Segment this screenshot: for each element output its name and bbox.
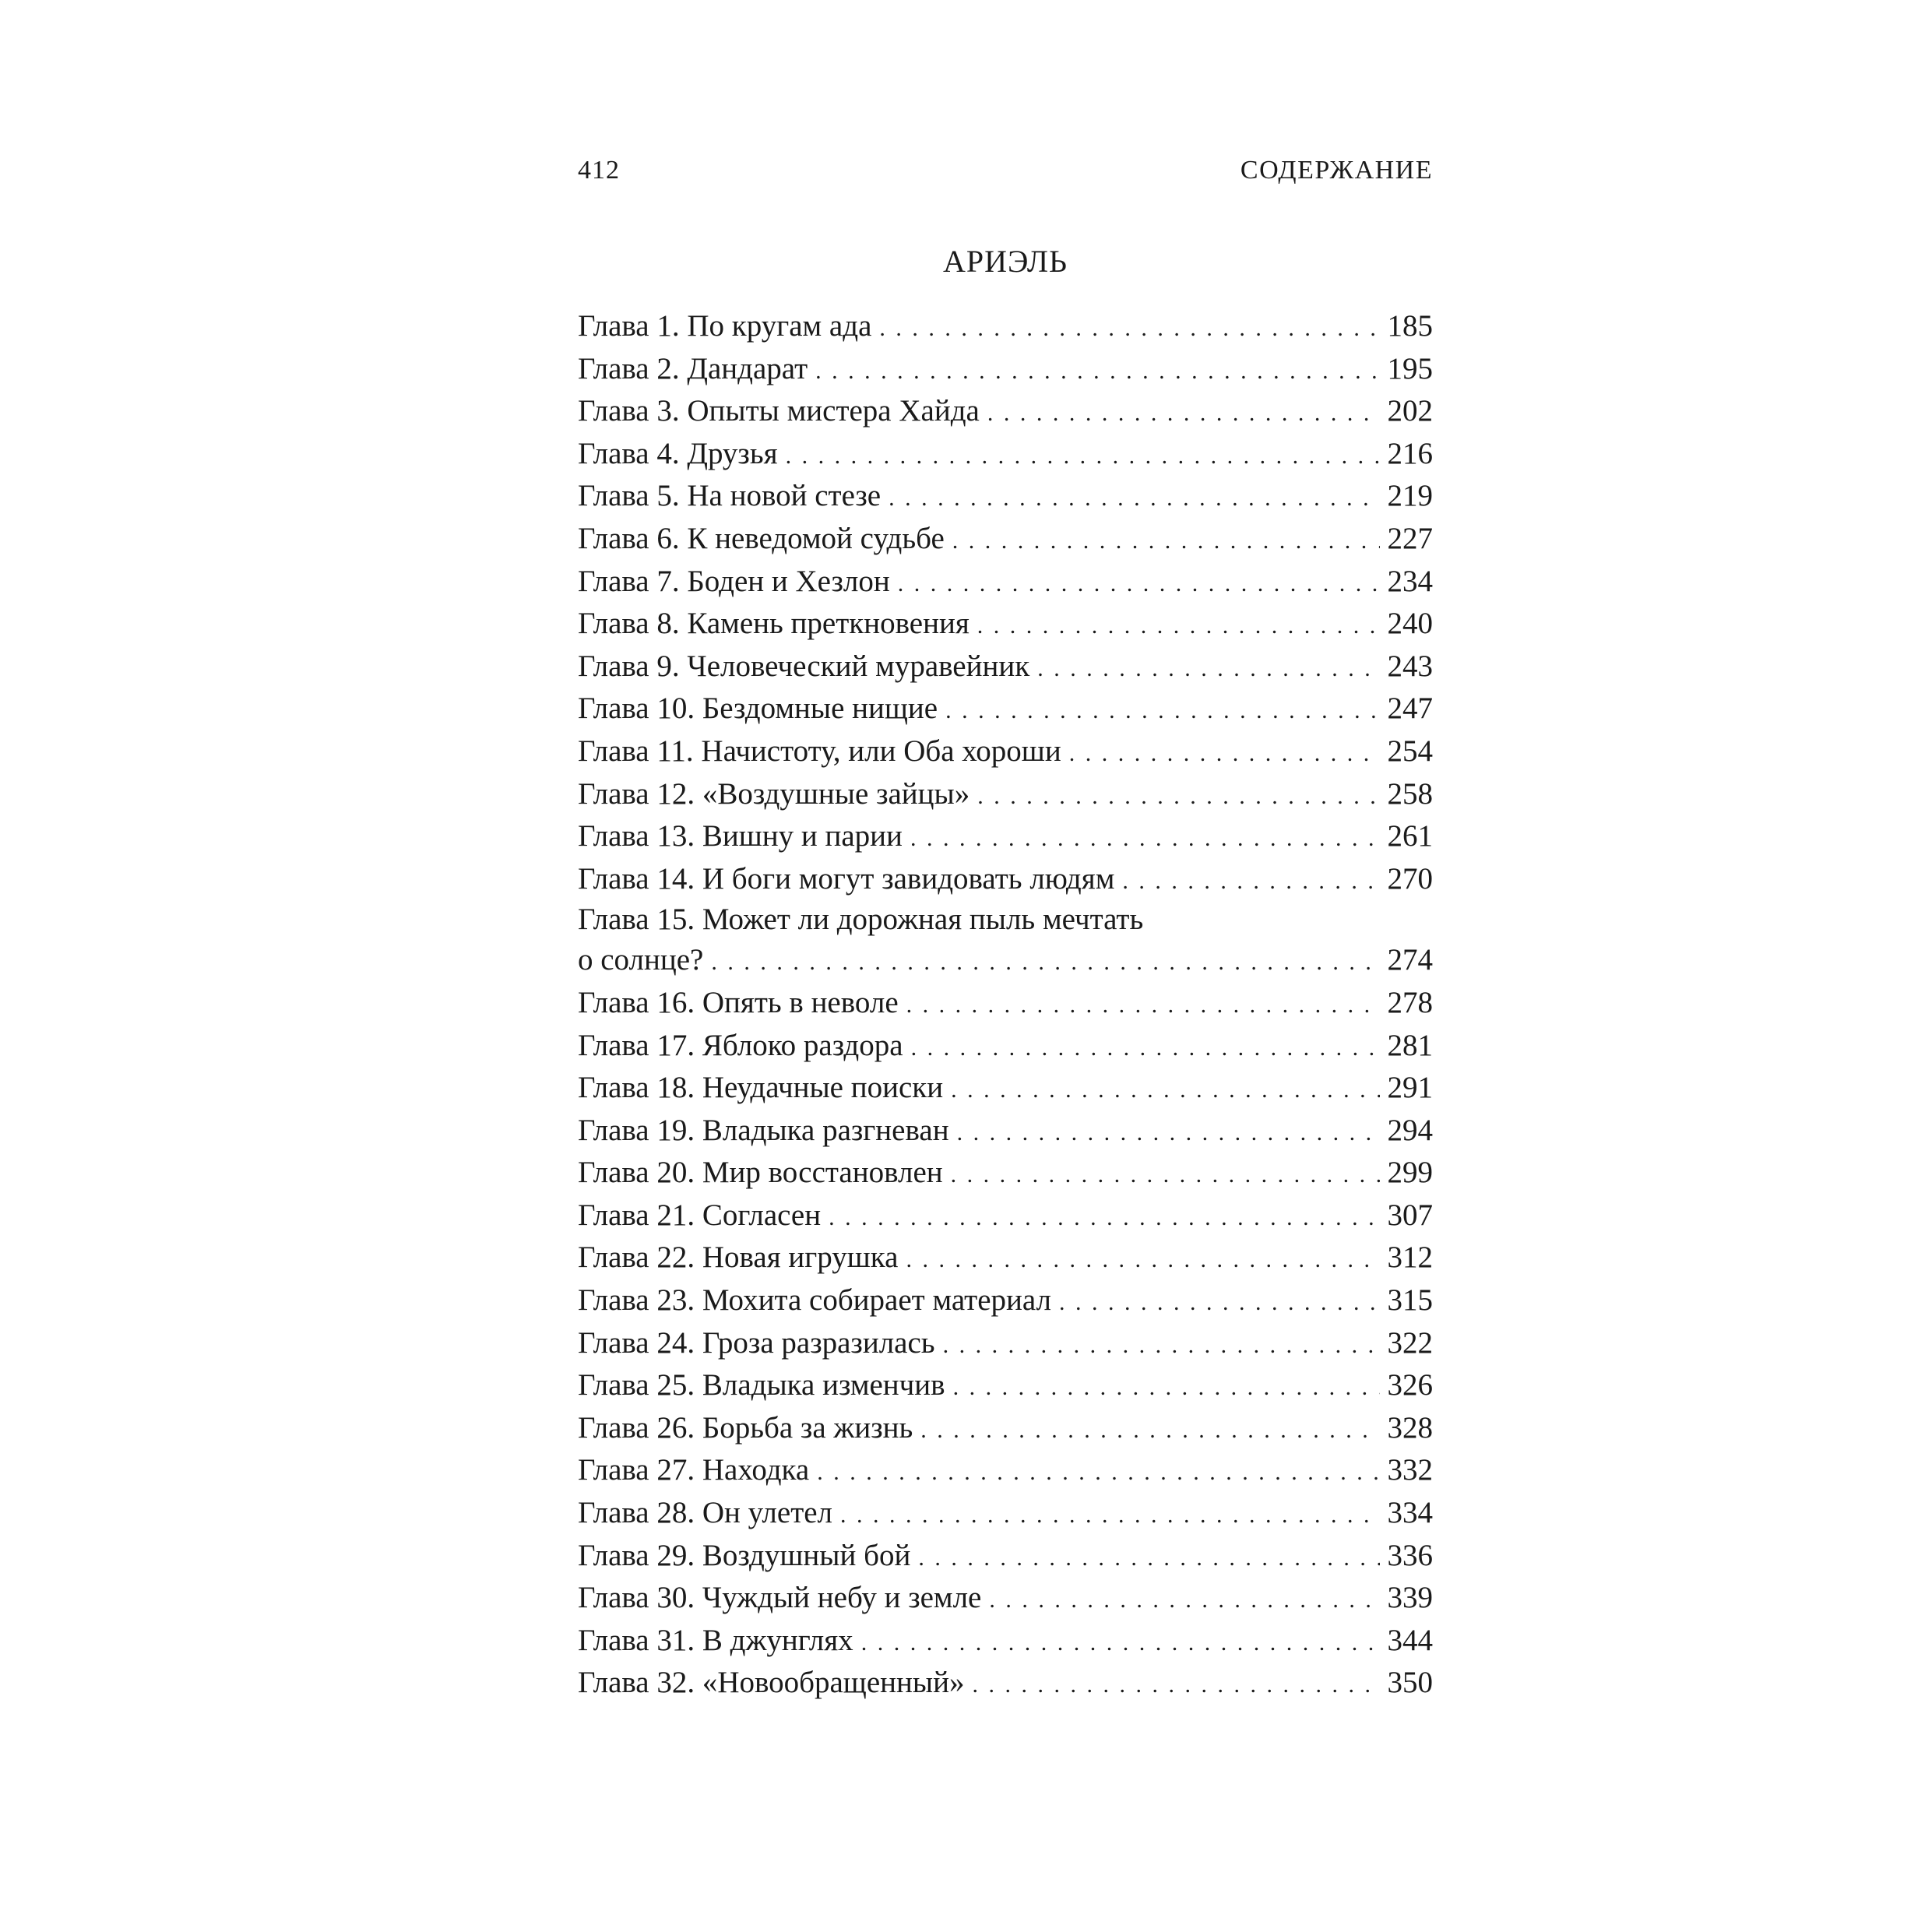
toc-entry xyxy=(578,518,1433,561)
toc-entry xyxy=(578,858,1433,901)
toc-entry xyxy=(578,1067,1433,1110)
dot-leader xyxy=(879,308,1379,350)
dot-leader xyxy=(945,690,1379,733)
toc-entry xyxy=(578,1620,1433,1663)
dot-leader xyxy=(906,1239,1379,1282)
toc-entry-label: Глава 14. И боги могут завидовать людям xyxy=(578,861,1115,896)
toc-entry-label: Глава 27. Находка xyxy=(578,1453,810,1487)
dot-leader xyxy=(1037,648,1379,691)
toc-entry xyxy=(578,1407,1433,1450)
dot-leader xyxy=(840,1494,1379,1537)
toc-entry-label: Глава 9. Человеческий муравейник xyxy=(578,649,1030,683)
toc-entry-page: 234 xyxy=(1387,564,1433,598)
toc-entry-label: Глава 11. Начистоту, или Оба хороши xyxy=(578,734,1061,768)
running-head xyxy=(578,156,1433,185)
toc-entry xyxy=(578,1195,1433,1237)
toc-entry-label: Глава 32. «Новообращенный» xyxy=(578,1666,965,1700)
toc-entry-page: 202 xyxy=(1387,394,1433,428)
toc-entry-label: Глава 23. Мохита собирает материал xyxy=(578,1283,1052,1318)
table-of-contents xyxy=(578,305,1433,1705)
toc-entry-label: Глава 3. Опыты мистера Хайда xyxy=(578,394,980,428)
dot-leader xyxy=(977,605,1380,648)
toc-entry-page: 339 xyxy=(1387,1581,1433,1615)
toc-entry xyxy=(578,1364,1433,1407)
toc-entry-page: 185 xyxy=(1387,309,1433,343)
dot-leader xyxy=(918,1537,1379,1580)
toc-entry-label: Глава 5. На новой стезе xyxy=(578,479,882,513)
toc-entry xyxy=(578,603,1433,646)
toc-entry xyxy=(578,1237,1433,1279)
toc-entry xyxy=(578,348,1433,391)
running-title: СОДЕРЖАНИЕ xyxy=(1240,156,1433,185)
toc-entry-first-line xyxy=(578,900,1433,939)
toc-entry-page: 261 xyxy=(1387,819,1433,853)
toc-entry-page: 240 xyxy=(1387,607,1433,641)
toc-entry xyxy=(578,1577,1433,1620)
toc-entry-page: 326 xyxy=(1387,1368,1433,1402)
toc-entry xyxy=(578,475,1433,518)
toc-entry xyxy=(578,1662,1433,1705)
toc-entry-label: Глава 29. Воздушный бой xyxy=(578,1538,911,1572)
toc-entry xyxy=(578,1152,1433,1195)
toc-entry-label: Глава 4. Друзья xyxy=(578,436,778,470)
dot-leader xyxy=(829,1197,1379,1240)
toc-entry-label: Глава 2. Дандарат xyxy=(578,351,808,385)
toc-entry xyxy=(578,1449,1433,1492)
toc-entry xyxy=(578,1322,1433,1365)
toc-entry-label: Глава 20. Мир восстановлен xyxy=(578,1156,943,1190)
page-number: 412 xyxy=(578,156,620,185)
dot-leader xyxy=(951,1069,1379,1112)
toc-entry xyxy=(578,646,1433,688)
toc-entry xyxy=(578,1025,1433,1068)
dot-leader xyxy=(815,350,1379,393)
toc-entry-page: 258 xyxy=(1387,776,1433,811)
toc-entry-label: Глава 24. Гроза разразилась xyxy=(578,1325,935,1360)
toc-entry-label: Глава 25. Владыка изменчив xyxy=(578,1368,945,1402)
toc-entry-label: Глава 30. Чуждый небу и земле xyxy=(578,1581,982,1615)
dot-leader xyxy=(910,818,1380,860)
toc-entry-page: 254 xyxy=(1387,734,1433,768)
dot-leader xyxy=(1122,860,1379,903)
toc-entry xyxy=(578,688,1433,730)
toc-entry xyxy=(578,1535,1433,1578)
toc-entry xyxy=(578,982,1433,1025)
toc-entry-page: 312 xyxy=(1387,1240,1433,1275)
dot-leader xyxy=(987,392,1380,435)
toc-entry-label: Глава 7. Боден и Хезлон xyxy=(578,564,890,598)
toc-entry-label: Глава 13. Вишну и парии xyxy=(578,819,903,853)
dot-leader xyxy=(951,1154,1380,1197)
toc-entry-label: Глава 6. К неведомой судьбе xyxy=(578,521,945,555)
dot-leader xyxy=(889,477,1379,520)
toc-entry-label: о солнце? xyxy=(578,943,704,977)
toc-entry xyxy=(578,1492,1433,1535)
dot-leader xyxy=(898,563,1380,606)
toc-entry xyxy=(578,561,1433,604)
toc-entry-page: 294 xyxy=(1387,1113,1433,1147)
toc-entry-page: 274 xyxy=(1387,943,1433,977)
dot-leader xyxy=(977,776,1379,818)
dot-leader xyxy=(957,1112,1380,1155)
toc-entry-page: 227 xyxy=(1387,521,1433,555)
toc-entry xyxy=(578,390,1433,433)
toc-entry xyxy=(578,730,1433,773)
toc-entry-page: 278 xyxy=(1387,985,1433,1019)
dot-leader xyxy=(1069,733,1380,776)
toc-entry-page: 299 xyxy=(1387,1156,1433,1190)
toc-entry-label: Глава 10. Бездомные нищие xyxy=(578,692,938,726)
toc-entry-page: 247 xyxy=(1387,692,1433,726)
dot-leader xyxy=(786,435,1380,478)
toc-entry-page: 243 xyxy=(1387,649,1433,683)
toc-entry-page: 322 xyxy=(1387,1325,1433,1360)
dot-leader xyxy=(989,1579,1379,1622)
dot-leader xyxy=(920,1409,1379,1452)
dot-leader xyxy=(1059,1282,1379,1325)
toc-entry xyxy=(578,773,1433,816)
dot-leader xyxy=(906,984,1380,1027)
toc-entry-label: Глава 21. Согласен xyxy=(578,1198,822,1232)
toc-entry-label: Глава 17. Яблоко раздора xyxy=(578,1028,903,1062)
toc-entry-page: 281 xyxy=(1387,1028,1433,1062)
toc-entry-page: 307 xyxy=(1387,1198,1433,1232)
toc-entry-page: 216 xyxy=(1387,436,1433,470)
dot-leader xyxy=(952,520,1380,563)
toc-entry xyxy=(578,939,1433,982)
toc-entry-label: Глава 16. Опять в неволе xyxy=(578,985,899,1019)
dot-leader xyxy=(972,1664,1379,1707)
toc-entry-page: 328 xyxy=(1387,1410,1433,1445)
toc-entry-page: 350 xyxy=(1387,1666,1433,1700)
toc-entry-label: Глава 26. Борьба за жизнь xyxy=(578,1410,913,1445)
toc-entry-label: Глава 19. Владыка разгневан xyxy=(578,1113,949,1147)
toc-entry-label: Глава 15. Может ли дорожная пыль мечтать xyxy=(578,903,1144,937)
toc-entry-page: 334 xyxy=(1387,1496,1433,1530)
dot-leader xyxy=(861,1622,1380,1665)
toc-entry-page: 195 xyxy=(1387,351,1433,385)
toc-entry-page: 291 xyxy=(1387,1071,1433,1105)
dot-leader xyxy=(943,1325,1380,1367)
toc-entry-page: 270 xyxy=(1387,861,1433,896)
toc-entry-label: Глава 18. Неудачные поиски xyxy=(578,1071,944,1105)
toc-entry-page: 336 xyxy=(1387,1538,1433,1572)
toc-entry xyxy=(578,1110,1433,1153)
toc-entry-label: Глава 1. По кругам ада xyxy=(578,309,872,343)
dot-leader xyxy=(911,1027,1380,1070)
toc-entry-page: 219 xyxy=(1387,479,1433,513)
toc-entry-label: Глава 8. Камень преткновения xyxy=(578,607,970,641)
toc-entry-label: Глава 22. Новая игрушка xyxy=(578,1240,899,1275)
toc-entry xyxy=(578,815,1433,858)
toc-entry-page: 344 xyxy=(1387,1623,1433,1657)
dot-leader xyxy=(953,1367,1380,1409)
toc-entry-page: 332 xyxy=(1387,1453,1433,1487)
toc-entry xyxy=(578,433,1433,476)
toc-entry-label: Глава 28. Он улетел xyxy=(578,1496,833,1530)
toc-entry xyxy=(578,1279,1433,1322)
dot-leader xyxy=(711,941,1379,984)
toc-entry-page: 315 xyxy=(1387,1283,1433,1318)
toc-entry-label: Глава 12. «Воздушные зайцы» xyxy=(578,776,970,811)
toc-entry-label: Глава 31. В джунглях xyxy=(578,1623,853,1657)
toc-entry xyxy=(578,305,1433,348)
dot-leader xyxy=(817,1452,1379,1494)
section-title: АРИЭЛЬ xyxy=(942,244,1068,279)
